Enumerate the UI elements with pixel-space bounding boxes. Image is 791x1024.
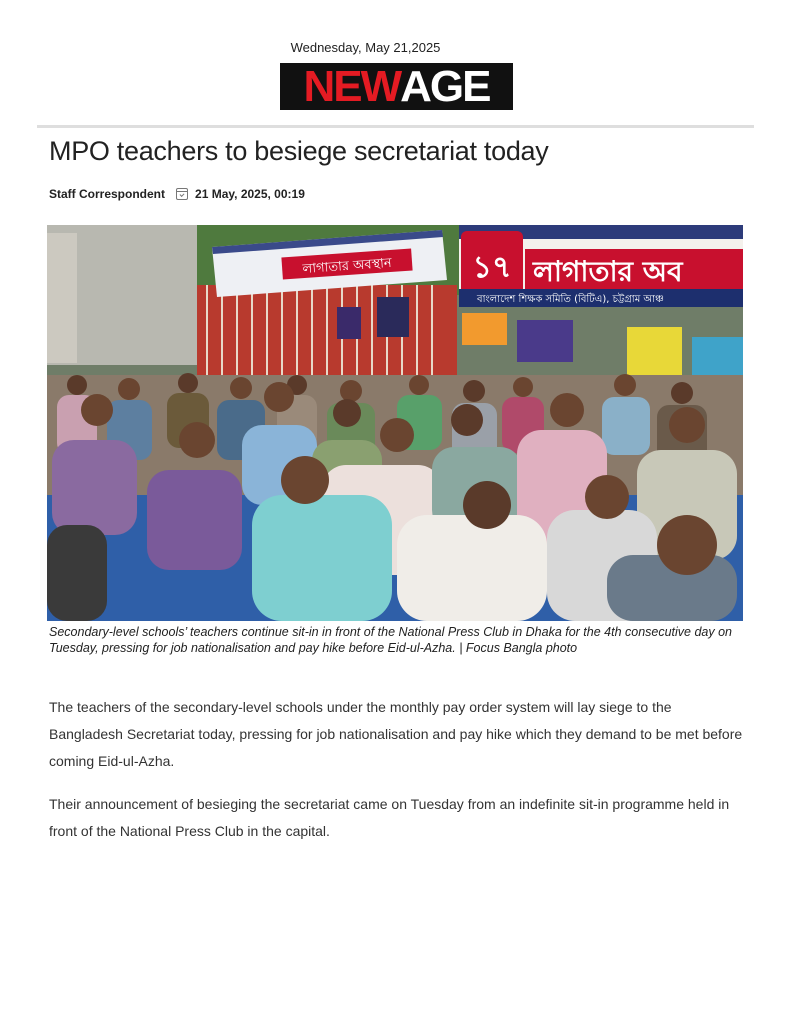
logo-text-new: NEW xyxy=(303,63,401,110)
banner-text: লাগাতার অব xyxy=(533,255,683,288)
byline xyxy=(49,187,305,201)
article-paragraph: Their announcement of besieging the secretariat came on Tuesday from an indefinite sit-in programme held in front of the National Press Club in the capital. xyxy=(49,796,730,839)
photo-caption: Secondary-level schools’ teachers continue sit-in in front of the National Press Club in Dhaka for the 4th consecutive day on Tuesday, pressing for job nationalisation and pay hike before Eid-ul-Azha. | Focus Bangla photo xyxy=(49,625,733,655)
publish-date: 21 May, 2025, 00:19 xyxy=(195,187,305,201)
author-name: Staff Correspondent xyxy=(49,187,166,201)
newage-logo[interactable] xyxy=(280,63,513,110)
header-divider xyxy=(37,125,754,128)
article-title: MPO teachers to besiege secretariat today xyxy=(49,136,549,166)
article-photo xyxy=(47,225,743,621)
publication-date: Wednesday, May 21,2025 xyxy=(290,40,441,55)
banner-subtext: বাংলাদেশ শিক্ষক সমিতি (বিটিএ), চট্টগ্রাম আঞ্চ xyxy=(477,294,664,305)
banner-number: ১৭ xyxy=(472,250,512,285)
article-paragraph: The teachers of the secondary-level schools under the monthly pay order system will lay siege to the Bangladesh Secretariat today, pressing for job nationalisation and pay hike which they demand to be met before coming Eid-ul-Azha. xyxy=(49,699,743,769)
logo-text-age: AGE xyxy=(400,63,490,110)
right-banner xyxy=(459,225,743,307)
calendar-check-icon xyxy=(176,188,188,200)
left-banner-text: লাগাতার অবস্থান xyxy=(302,255,393,278)
